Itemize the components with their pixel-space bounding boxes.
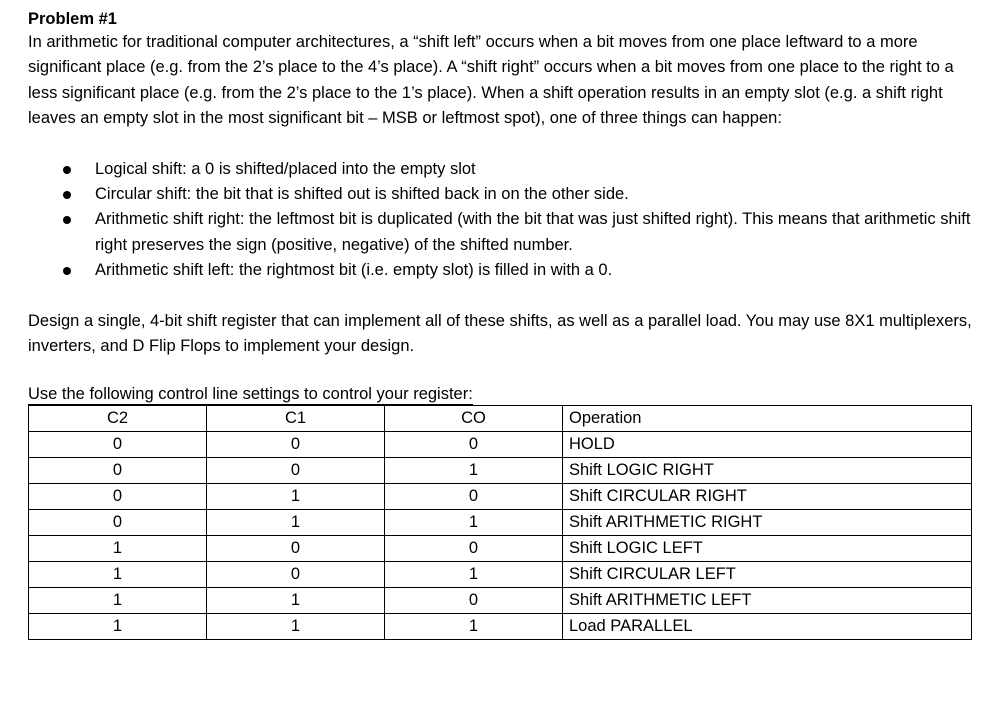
cell-c2: 0 xyxy=(29,484,207,510)
cell-operation: Shift LOGIC LEFT xyxy=(563,536,972,562)
document-page xyxy=(28,8,976,640)
cell-c0: 1 xyxy=(385,510,563,536)
cell-c1: 1 xyxy=(207,614,385,640)
bullet-text: Arithmetic shift right: the leftmost bit is duplicated (with the bit that was just shifted right). This means that arithmetic shift right preserves the sign (positive, negative) of the shifted number. xyxy=(95,210,971,254)
table-row xyxy=(29,458,972,484)
bullet-icon xyxy=(63,191,71,199)
problem-title: Problem #1 xyxy=(28,10,117,28)
cell-c1: 1 xyxy=(207,588,385,614)
cell-operation: Shift ARITHMETIC LEFT xyxy=(563,588,972,614)
table-header-row xyxy=(29,406,972,432)
table-row xyxy=(29,432,972,458)
cell-operation: Shift CIRCULAR RIGHT xyxy=(563,484,972,510)
cell-c2: 1 xyxy=(29,536,207,562)
table-row xyxy=(29,536,972,562)
cell-c2: 0 xyxy=(29,432,207,458)
table-row xyxy=(29,588,972,614)
header-c1: C1 xyxy=(207,406,385,432)
bullet-text: Arithmetic shift left: the rightmost bit (i.e. empty slot) is filled in with a 0. xyxy=(95,261,613,280)
header-c0: CO xyxy=(385,406,563,432)
bullet-icon xyxy=(63,166,71,174)
cell-c1: 1 xyxy=(207,510,385,536)
cell-c1: 0 xyxy=(207,432,385,458)
cell-operation: Shift CIRCULAR LEFT xyxy=(563,562,972,588)
bullet-text: Logical shift: a 0 is shifted/placed into the empty slot xyxy=(95,159,476,178)
cell-c2: 1 xyxy=(29,614,207,640)
cell-c0: 1 xyxy=(385,458,563,484)
header-c2: C2 xyxy=(29,406,207,432)
cell-c1: 0 xyxy=(207,536,385,562)
cell-c2: 0 xyxy=(29,510,207,536)
table-row xyxy=(29,484,972,510)
table-row xyxy=(29,562,972,588)
list-item xyxy=(28,157,976,182)
cell-c0: 0 xyxy=(385,588,563,614)
cell-operation: Shift LOGIC RIGHT xyxy=(563,458,972,484)
header-operation: Operation xyxy=(563,406,972,432)
shift-types-list xyxy=(28,157,976,284)
cell-operation: Shift ARITHMETIC RIGHT xyxy=(563,510,972,536)
bullet-icon xyxy=(63,267,71,275)
intro-paragraph: In arithmetic for traditional computer architectures, a “shift left” occurs when a bit moves from one place leftward to a more significant place (e.g. from the 2’s place to the 4’s place). A “shift right” occurs when a bit moves from one place to the right to a less significant place (e.g. from the 2’s place to the 1’s place). When a shift operation results in an empty slot (e.g. a shift right leaves an empty slot in the most significant bit – MSB or leftmost spot), one of three things can happen: xyxy=(28,33,954,128)
cell-operation: HOLD xyxy=(563,432,972,458)
control-table xyxy=(28,405,972,640)
cell-c0: 0 xyxy=(385,432,563,458)
bullet-text: Circular shift: the bit that is shifted out is shifted back in on the other side. xyxy=(95,185,629,204)
cell-c0: 1 xyxy=(385,614,563,640)
cell-c0: 0 xyxy=(385,484,563,510)
cell-c2: 1 xyxy=(29,588,207,614)
cell-c1: 0 xyxy=(207,458,385,484)
cell-c0: 0 xyxy=(385,536,563,562)
design-paragraph: Design a single, 4-bit shift register that can implement all of these shifts, as well as a parallel load. You may use 8X1 multiplexers, inverters, and D Flip Flops to implement your design. xyxy=(28,311,972,356)
list-item xyxy=(28,207,976,258)
table-caption: Use the following control line settings to control your register: xyxy=(28,385,473,404)
list-item xyxy=(28,182,976,207)
cell-c2: 0 xyxy=(29,458,207,484)
list-item xyxy=(28,258,976,283)
cell-c1: 1 xyxy=(207,484,385,510)
cell-c0: 1 xyxy=(385,562,563,588)
bullet-icon xyxy=(63,216,71,224)
cell-operation: Load PARALLEL xyxy=(563,614,972,640)
table-row xyxy=(29,510,972,536)
cell-c2: 1 xyxy=(29,562,207,588)
table-row xyxy=(29,614,972,640)
cell-c1: 0 xyxy=(207,562,385,588)
